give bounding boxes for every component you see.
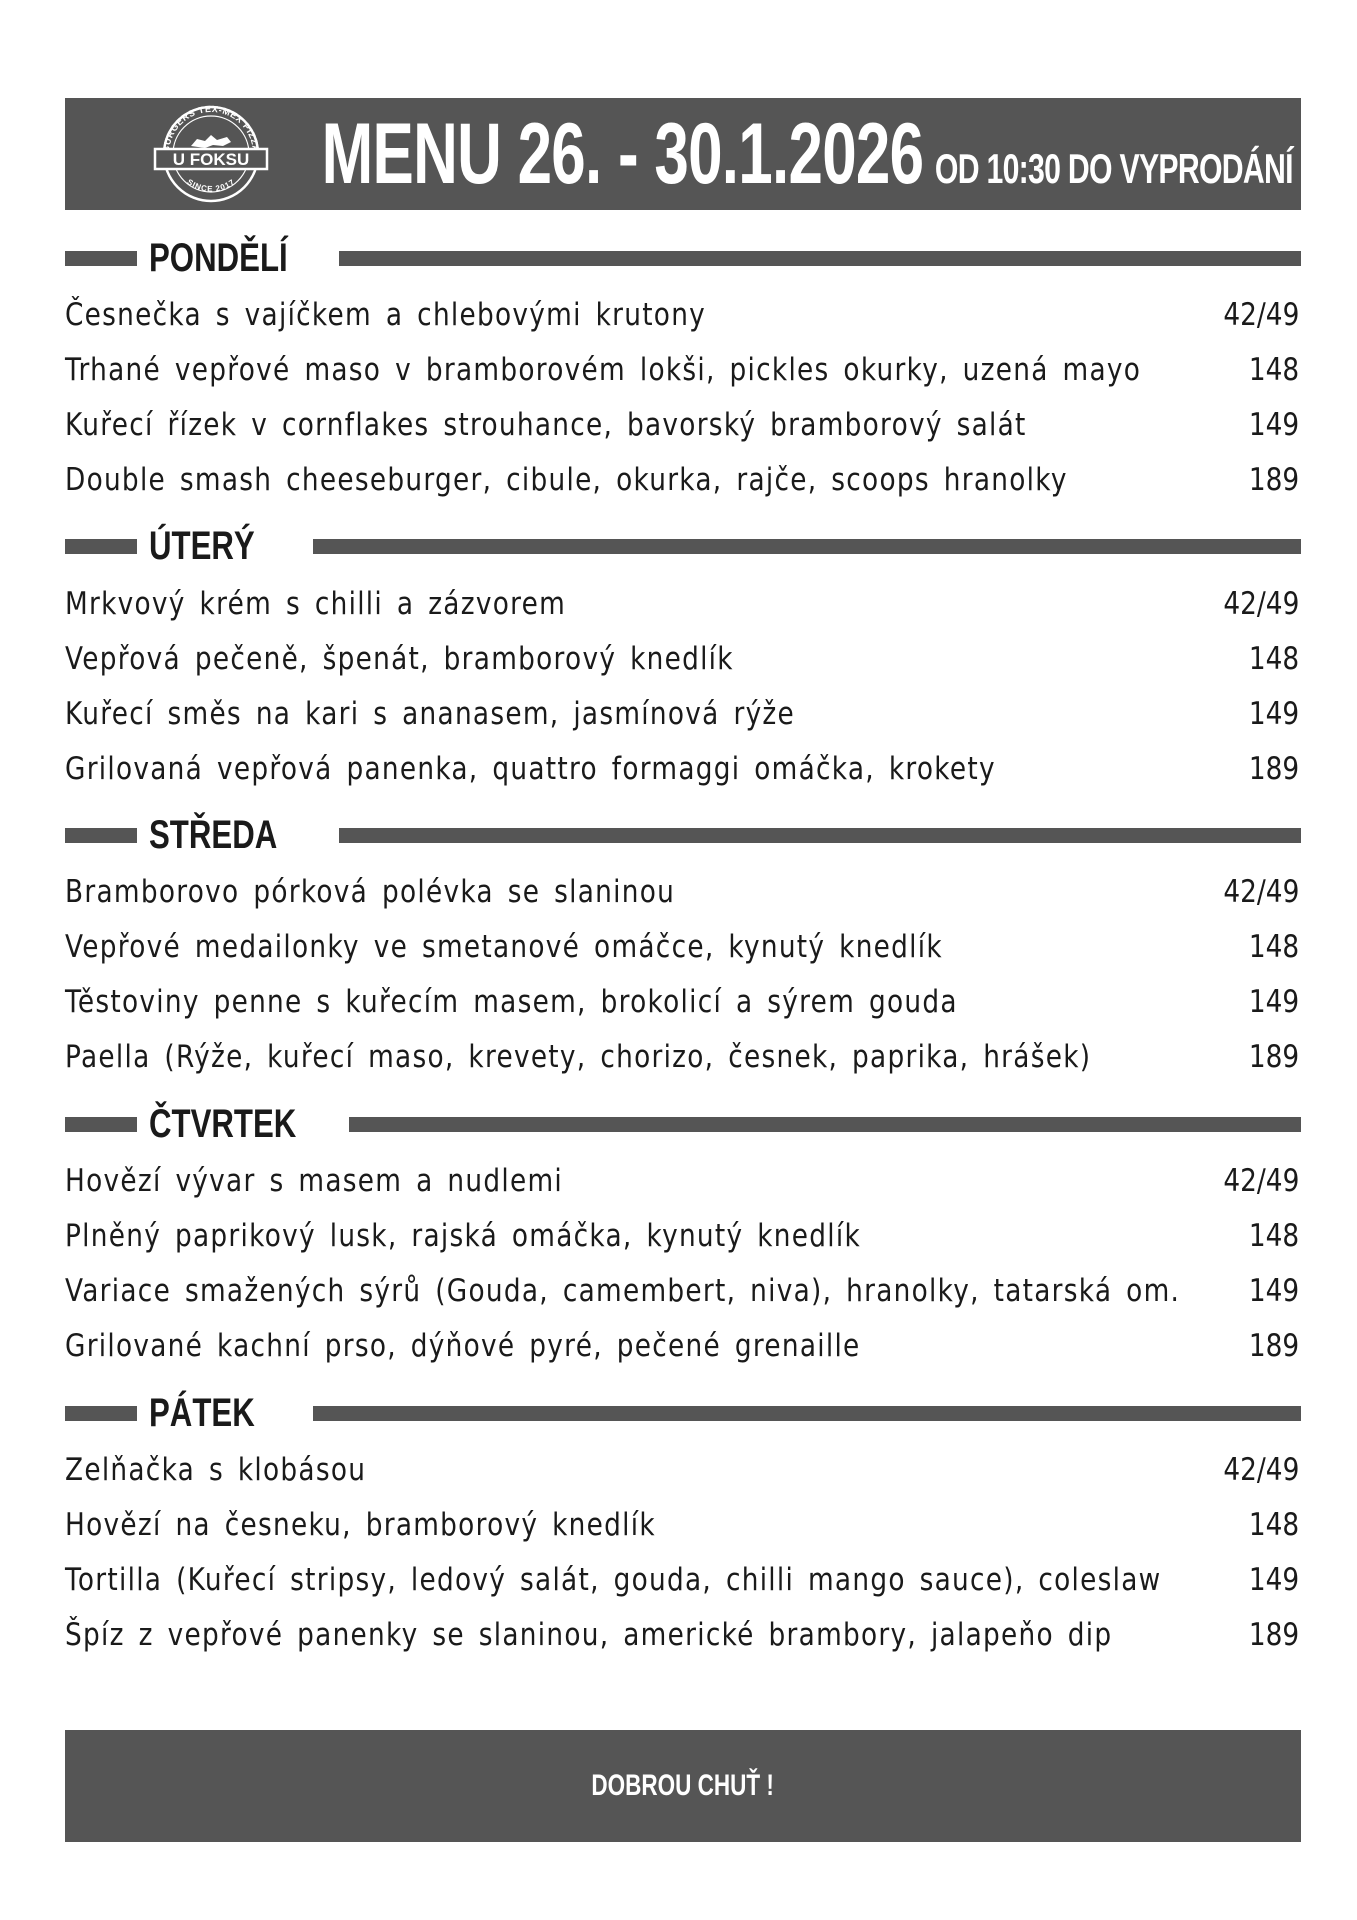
day-header-patek <box>65 1393 1301 1433</box>
item-name: Mrkvový krém s chilli a zázvorem <box>65 586 567 622</box>
divider-left <box>65 539 137 554</box>
item-name: Hovězí na česneku, bramborový knedlík <box>65 1507 656 1543</box>
divider-left <box>65 828 137 843</box>
item-name: Kuřecí směs na kari s ananasem, jasmínová rýže <box>65 696 796 732</box>
menu-item <box>65 1267 1301 1315</box>
item-price: 148 <box>1248 1218 1299 1254</box>
item-name: Plněný paprikový lusk, rajská omáčka, kynutý knedlík <box>65 1218 861 1254</box>
divider-left <box>65 1117 137 1132</box>
day-header-pondeli <box>65 238 1301 278</box>
item-name: Grilované kachní prso, dýňové pyré, pečené grenaille <box>65 1328 861 1364</box>
item-name: Grilovaná vepřová panenka, quattro formaggi omáčka, krokety <box>65 751 996 787</box>
menu-item <box>65 1212 1301 1260</box>
menu-title: MENU 26. - 30.1.2026 <box>321 106 924 202</box>
day-name: PONDĚLÍ <box>149 236 288 280</box>
item-price: 148 <box>1248 929 1299 965</box>
menu-item <box>65 580 1301 628</box>
menu-item <box>65 745 1301 793</box>
menu-item <box>65 868 1301 916</box>
menu-item <box>65 1446 1301 1494</box>
item-price: 148 <box>1248 641 1299 677</box>
logo-bottom-text: SINCE 2017 <box>185 177 237 194</box>
item-price: 42/49 <box>1223 297 1299 333</box>
divider-right <box>313 1406 1301 1421</box>
item-price: 148 <box>1248 1507 1299 1543</box>
menu-item <box>65 1611 1301 1659</box>
item-price: 189 <box>1248 462 1299 498</box>
item-price: 42/49 <box>1223 1163 1299 1199</box>
menu-item <box>65 346 1301 394</box>
item-name: Paella (Rýže, kuřecí maso, krevety, chorizo, česnek, paprika, hrášek) <box>65 1039 1092 1075</box>
item-price: 149 <box>1248 984 1299 1020</box>
item-name: Vepřová pečeně, špenát, bramborový knedlík <box>65 641 734 677</box>
item-price: 42/49 <box>1223 586 1299 622</box>
divider-right <box>313 539 1301 554</box>
item-price: 189 <box>1248 751 1299 787</box>
item-name: Vepřové medailonky ve smetanové omáčce, kynutý knedlík <box>65 929 943 965</box>
item-price: 149 <box>1248 407 1299 443</box>
menu-item <box>65 456 1301 504</box>
menu-item <box>65 1501 1301 1549</box>
item-name: Kuřecí řízek v cornflakes strouhance, bavorský bramborový salát <box>65 407 1027 443</box>
fox-icon <box>191 135 231 148</box>
divider-left <box>65 1406 137 1421</box>
header-banner <box>65 98 1301 210</box>
item-price: 189 <box>1248 1328 1299 1364</box>
divider-right <box>339 828 1301 843</box>
divider-left <box>65 251 137 266</box>
footer-text: DOBROU CHUŤ ! <box>591 1769 775 1802</box>
divider-right <box>339 251 1301 266</box>
item-name: Zelňačka s klobásou <box>65 1452 367 1488</box>
day-header-utery <box>65 526 1301 566</box>
item-name: Tortilla (Kuřecí stripsy, ledový salát, gouda, chilli mango sauce), coleslaw <box>65 1562 1162 1598</box>
item-name: Hovězí vývar s masem a nudlemi <box>65 1163 563 1199</box>
menu-item <box>65 1556 1301 1604</box>
day-name: ÚTERÝ <box>149 524 255 568</box>
divider-right <box>349 1117 1301 1132</box>
logo-name: U FOKSU <box>172 150 250 169</box>
item-name: Trhané vepřové maso v bramborovém lokši, pickles okurky, uzená mayo <box>65 352 1142 388</box>
item-name: Česnečka s vajíčkem a chlebovými krutony <box>65 297 707 333</box>
item-name: Variace smažených sýrů (Gouda, camembert, niva), hranolky, tatarská om. <box>65 1273 1181 1309</box>
day-header-ctvrtek <box>65 1104 1301 1144</box>
item-price: 149 <box>1248 1562 1299 1598</box>
item-price: 42/49 <box>1223 1452 1299 1488</box>
item-name: Bramborovo pórková polévka se slaninou <box>65 874 676 910</box>
day-header-streda <box>65 815 1301 855</box>
item-price: 148 <box>1248 352 1299 388</box>
menu-item <box>65 635 1301 683</box>
menu-item <box>65 923 1301 971</box>
menu-item <box>65 1157 1301 1205</box>
menu-item <box>65 291 1301 339</box>
menu-item <box>65 690 1301 738</box>
item-price: 42/49 <box>1223 874 1299 910</box>
menu-item <box>65 1033 1301 1081</box>
item-price: 149 <box>1248 696 1299 732</box>
menu-item <box>65 978 1301 1026</box>
day-name: ČTVRTEK <box>149 1102 297 1146</box>
item-name: Špíz z vepřové panenky se slaninou, americké brambory, jalapeňo dip <box>65 1617 1113 1653</box>
footer-banner <box>65 1730 1301 1842</box>
day-name: STŘEDA <box>149 813 278 857</box>
svg-text:SINCE 2017 <box>185 177 236 193</box>
title-block <box>322 106 1293 202</box>
item-price: 189 <box>1248 1617 1299 1653</box>
menu-item <box>65 1322 1301 1370</box>
item-price: 189 <box>1248 1039 1299 1075</box>
day-name: PÁTEK <box>149 1391 255 1435</box>
item-name: Double smash cheeseburger, cibule, okurka, rajče, scoops hranolky <box>65 462 1068 498</box>
u-foksu-logo <box>147 104 275 204</box>
logo-top-text: URGERS TEX-MEX PIZZ <box>162 104 260 147</box>
item-price: 149 <box>1248 1273 1299 1309</box>
menu-subtitle: OD 10:30 DO VYPRODÁNÍ <box>935 145 1293 192</box>
menu-item <box>65 401 1301 449</box>
item-name: Těstoviny penne s kuřecím masem, brokolicí a sýrem gouda <box>65 984 958 1020</box>
